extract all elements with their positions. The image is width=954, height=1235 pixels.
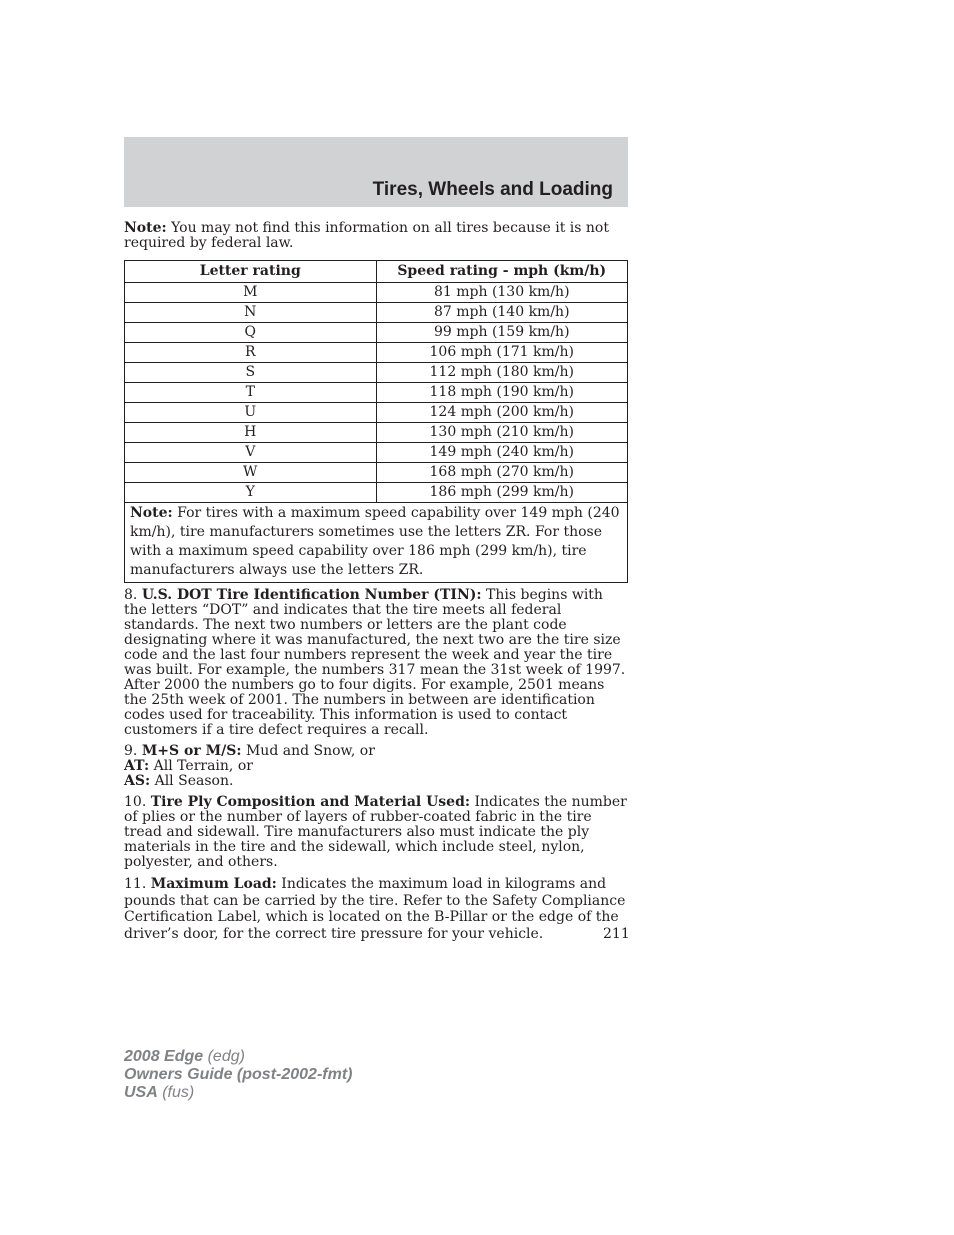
item-11-number: 11. xyxy=(124,876,151,892)
footer-market: USA xyxy=(124,1084,158,1101)
item-8-tin xyxy=(124,588,628,738)
item-10-text: Indicates the number of plies or the number of layers of rubber-coated fabric in the tire tread and sidewall. Tire manufacturers also must indicate the ply materials in the tire and the sidewall, which include steel, nylon, polyester, and others. xyxy=(124,794,627,870)
letter-cell: U xyxy=(125,403,377,423)
table-row xyxy=(125,423,628,443)
item-9-at-label: AT: xyxy=(124,758,150,774)
item-11-text: Indicates the maximum load in kilograms and pounds that can be carried by the tire. Refer to the Safety Compliance Certification Label, which is located on the B-Pillar or the edge of the driver’s door, for the correct tire pressure for your vehicle. xyxy=(124,876,626,942)
page-number: 211 xyxy=(603,926,630,942)
item-9-number: 9. xyxy=(124,743,142,759)
letter-cell: Q xyxy=(125,323,377,343)
table-note-text: For tires with a maximum speed capability over 149 mph (240 km/h), tire manufacturers sometimes use the letters ZR. For those with a maximum speed capability over 186 mph (299 km/h), tire manufacturers always use the letters ZR. xyxy=(130,505,620,578)
speed-cell: 149 mph (240 km/h) xyxy=(376,443,628,463)
item-9-at-text: All Terrain, or xyxy=(149,758,253,774)
footer-line-2 xyxy=(124,1066,352,1084)
letter-cell: Y xyxy=(125,483,377,503)
intro-note xyxy=(124,221,628,251)
letter-cell: R xyxy=(125,343,377,363)
letter-cell: M xyxy=(125,283,377,303)
item-10-number: 10. xyxy=(124,794,151,810)
item-8-label: U.S. DOT Tire Identification Number (TIN): xyxy=(141,587,482,603)
item-9-ms-text: Mud and Snow, or xyxy=(241,743,375,759)
section-title: Tires, Wheels and Loading xyxy=(372,179,613,200)
footer-market-code: (fus) xyxy=(157,1084,195,1101)
item-10-label: Tire Ply Composition and Material Used: xyxy=(150,794,471,810)
letter-cell: T xyxy=(125,383,377,403)
table-row xyxy=(125,483,628,503)
table-row xyxy=(125,303,628,323)
table-row xyxy=(125,323,628,343)
item-10-ply xyxy=(124,795,628,870)
speed-cell: 112 mph (180 km/h) xyxy=(376,363,628,383)
table-row xyxy=(125,283,628,303)
speed-rating-table xyxy=(124,260,628,583)
table-row xyxy=(125,383,628,403)
table-row xyxy=(125,403,628,423)
speed-cell: 87 mph (140 km/h) xyxy=(376,303,628,323)
section-header-band xyxy=(124,137,628,207)
table-header-row xyxy=(125,261,628,283)
column-header-speed: Speed rating - mph (km/h) xyxy=(376,261,628,283)
table-note-row xyxy=(125,503,628,583)
footer-line-3 xyxy=(124,1084,352,1102)
letter-cell: N xyxy=(125,303,377,323)
table-row xyxy=(125,343,628,363)
table-note-label: Note: xyxy=(130,505,173,521)
item-9-as-text: All Season. xyxy=(150,773,234,789)
item-9-ms xyxy=(124,744,628,789)
item-8-number: 8. xyxy=(124,587,142,603)
speed-cell: 99 mph (159 km/h) xyxy=(376,323,628,343)
speed-cell: 118 mph (190 km/h) xyxy=(376,383,628,403)
intro-note-text: You may not find this information on all tires because it is not required by federal law. xyxy=(124,220,609,251)
column-header-letter: Letter rating xyxy=(125,261,377,283)
table-note xyxy=(125,503,628,583)
item-9-as-label: AS: xyxy=(124,773,151,789)
item-11-label: Maximum Load: xyxy=(150,876,277,892)
speed-cell: 130 mph (210 km/h) xyxy=(376,423,628,443)
footer-model-code: (edg) xyxy=(203,1048,245,1065)
letter-cell: H xyxy=(125,423,377,443)
speed-cell: 186 mph (299 km/h) xyxy=(376,483,628,503)
speed-cell: 124 mph (200 km/h) xyxy=(376,403,628,423)
table-row xyxy=(125,443,628,463)
intro-note-label: Note: xyxy=(124,220,167,236)
footer-model: 2008 Edge xyxy=(124,1048,204,1065)
page-content xyxy=(124,221,628,948)
item-11-max-load xyxy=(124,876,628,942)
speed-cell: 168 mph (270 km/h) xyxy=(376,463,628,483)
item-9-ms-label: M+S or M/S: xyxy=(141,743,242,759)
speed-cell: 106 mph (171 km/h) xyxy=(376,343,628,363)
footer-line-1 xyxy=(124,1048,352,1066)
letter-cell: S xyxy=(125,363,377,383)
speed-cell: 81 mph (130 km/h) xyxy=(376,283,628,303)
item-8-text: This begins with the letters “DOT” and indicates that the tire meets all federal standards. The next two numbers or letters are the plant code designating where it was manufactured, the next two are the tire size code and the last four numbers represent the week and year the tire was built. For example, the numbers 317 mean the 31st week of 1997. After 2000 the numbers go to four digits. For example, 2501 means the 25th week of 2001. The numbers in between are identification codes used for traceability. This information is used to contact customers if a tire defect requires a recall. xyxy=(124,587,626,738)
table-row xyxy=(125,363,628,383)
footer-publication-info xyxy=(124,1048,352,1102)
letter-cell: W xyxy=(125,463,377,483)
footer-guide: Owners Guide (post-2002-fmt) xyxy=(124,1066,353,1083)
table-row xyxy=(125,463,628,483)
letter-cell: V xyxy=(125,443,377,463)
